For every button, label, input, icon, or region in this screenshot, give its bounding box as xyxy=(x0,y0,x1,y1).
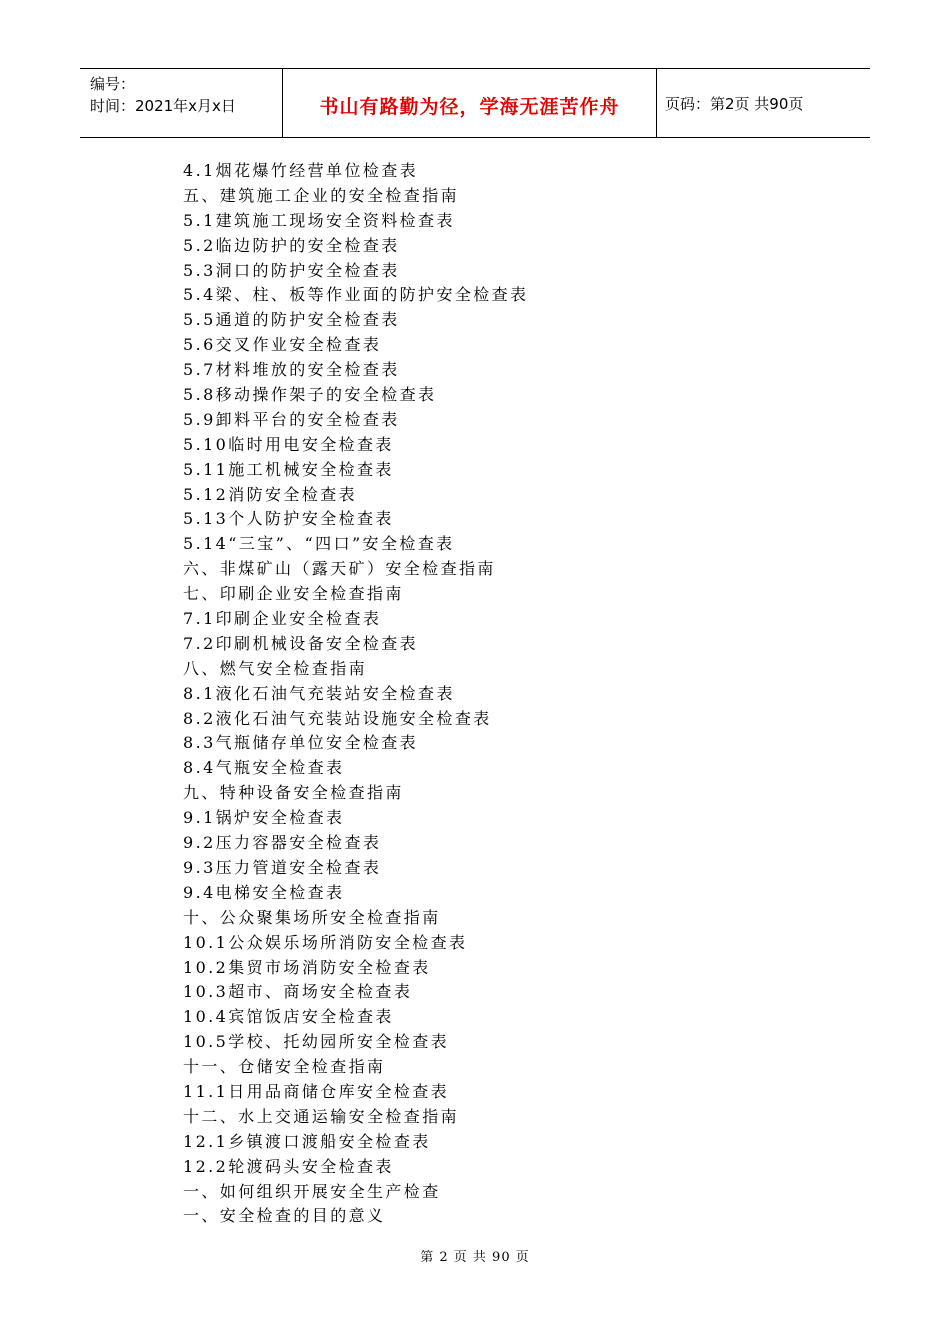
toc-item: 十二、水上交通运输安全检查指南 xyxy=(183,1106,460,1126)
toc-item: 9.4电梯安全检查表 xyxy=(183,882,345,902)
toc-item: 一、如何组织开展安全生产检查 xyxy=(183,1181,441,1201)
toc-item: 5.4梁、柱、板等作业面的防护安全检查表 xyxy=(183,285,529,305)
toc-item: 5.9卸料平台的安全检查表 xyxy=(183,409,400,429)
toc-item: 九、特种设备安全检查指南 xyxy=(183,783,404,803)
table-of-contents xyxy=(183,159,528,1229)
toc-item: 5.11施工机械安全检查表 xyxy=(183,459,394,479)
toc-item: 5.13个人防护安全检查表 xyxy=(183,509,394,529)
toc-item: 5.8移动操作架子的安全检查表 xyxy=(183,385,437,405)
toc-item: 5.3洞口的防护安全检查表 xyxy=(183,260,400,280)
toc-item: 5.5通道的防护安全检查表 xyxy=(183,310,400,330)
toc-item: 12.2轮渡码头安全检查表 xyxy=(183,1156,394,1176)
page-header xyxy=(80,68,870,138)
toc-item: 六、非煤矿山（露天矿）安全检查指南 xyxy=(183,559,496,579)
toc-item: 8.1液化石油气充装站安全检查表 xyxy=(183,683,455,703)
toc-item: 5.2临边防护的安全检查表 xyxy=(183,235,400,255)
toc-item: 12.1乡镇渡口渡船安全检查表 xyxy=(183,1131,431,1151)
toc-item: 9.1锅炉安全检查表 xyxy=(183,808,345,828)
toc-item: 8.2液化石油气充装站设施安全检查表 xyxy=(183,708,492,728)
toc-item: 10.1公众娱乐场所消防安全检查表 xyxy=(183,932,468,952)
time-label: 时间：2021年x月x日 xyxy=(90,97,236,115)
toc-item: 7.2印刷机械设备安全检查表 xyxy=(183,633,419,653)
toc-item: 5.10临时用电安全检查表 xyxy=(183,434,394,454)
toc-item: 9.2压力容器安全检查表 xyxy=(183,833,382,853)
toc-item: 十、公众聚集场所安全检查指南 xyxy=(183,907,441,927)
toc-item: 七、印刷企业安全检查指南 xyxy=(183,584,404,604)
header-page-info: 页码：第2页 共90页 xyxy=(665,94,804,113)
toc-item: 5.14“三宝”、“四口”安全检查表 xyxy=(183,534,455,554)
page-footer: 第 2 页 共 90 页 xyxy=(420,1250,530,1265)
toc-item: 八、燃气安全检查指南 xyxy=(183,658,368,678)
toc-item: 11.1日用品商储仓库安全检查表 xyxy=(183,1081,450,1101)
toc-item: 10.5学校、托幼园所安全检查表 xyxy=(183,1032,450,1052)
header-motto: 书山有路勤为径，学海无涯苦作舟 xyxy=(283,69,657,137)
header-meta xyxy=(80,69,283,137)
toc-item: 8.3气瓶储存单位安全检查表 xyxy=(183,733,419,753)
toc-item: 4.1烟花爆竹经营单位检查表 xyxy=(183,161,419,180)
toc-item: 9.3压力管道安全检查表 xyxy=(183,857,382,877)
toc-item: 8.4气瓶安全检查表 xyxy=(183,758,345,778)
toc-item: 一、安全检查的目的意义 xyxy=(183,1206,386,1226)
toc-item: 5.12消防安全检查表 xyxy=(183,484,358,504)
toc-item: 10.2集贸市场消防安全检查表 xyxy=(183,957,431,977)
number-label: 编号： xyxy=(90,75,136,93)
toc-item: 十一、仓储安全检查指南 xyxy=(183,1057,386,1077)
toc-item: 5.6交叉作业安全检查表 xyxy=(183,335,382,355)
toc-item: 10.4宾馆饭店安全检查表 xyxy=(183,1007,394,1027)
toc-item: 10.3超市、商场安全检查表 xyxy=(183,982,413,1002)
toc-item: 五、建筑施工企业的安全检查指南 xyxy=(183,185,460,205)
toc-item: 5.7材料堆放的安全检查表 xyxy=(183,360,400,380)
toc-item: 7.1印刷企业安全检查表 xyxy=(183,609,382,629)
toc-item: 5.1建筑施工现场安全资料检查表 xyxy=(183,210,455,230)
